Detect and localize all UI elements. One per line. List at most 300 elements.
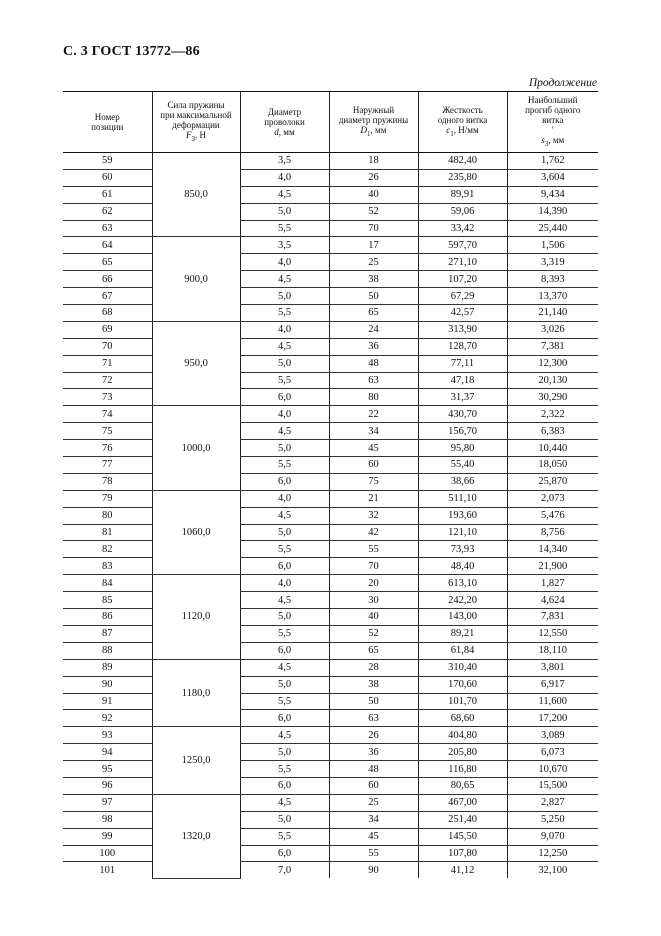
cell-deflection: 3,319 [507,254,598,271]
header-line: позиции [91,122,124,132]
cell-position: 89 [63,659,152,676]
cell-wire-diameter: 5,0 [240,609,329,626]
cell-position: 101 [99,864,116,876]
cell-force: 1120,0 [152,575,240,659]
cell-stiffness: 59,06 [418,203,507,220]
cell-outer-diameter: 65 [329,305,418,322]
table-row [63,592,598,609]
cell-outer-diameter: 34 [329,423,418,440]
cell-deflection: 14,340 [507,541,598,558]
cell-outer-diameter: 30 [329,592,418,609]
cell-position: 85 [63,592,152,609]
cell-stiffness: 310,40 [418,659,507,676]
cell-position: 83 [63,558,152,575]
cell-deflection: 7,831 [507,609,598,626]
cell-stiffness: 116,80 [418,761,507,778]
cell-deflection: 7,381 [507,338,598,355]
cell-wire-diameter: 4,0 [240,169,329,186]
table-row [63,507,598,524]
cell-position: 74 [63,406,152,423]
header-unit: , Н/мм [453,125,479,136]
col-header-deflection [507,92,598,153]
table-row [63,271,598,288]
header-unit: , мм [548,135,565,146]
cell-outer-diameter: 24 [329,321,418,338]
header-line: витка [542,115,564,126]
cell-position: 77 [63,457,152,474]
cell-wire-diameter: 5,0 [240,288,329,305]
cell-deflection: 2,073 [507,490,598,507]
cell-deflection: 8,393 [507,271,598,288]
cell-force: 1180,0 [152,659,240,727]
cell-deflection: 25,440 [507,220,598,237]
cell-force: 950,0 [152,321,240,405]
cell-position: 62 [63,203,152,220]
cell-stiffness: 107,80 [418,845,507,862]
cell-wire-diameter: 5,5 [240,541,329,558]
col-header-wire-diameter [240,92,329,153]
cell-deflection: 11,600 [507,693,598,710]
cell-outer-diameter: 20 [329,575,418,592]
cell-outer-diameter: 52 [329,203,418,220]
header-line: одного витка [437,115,488,126]
header-unit: , Н [195,130,206,141]
header-subscript: 1 [367,129,371,138]
cell-deflection: 21,900 [507,558,598,575]
table-row [63,659,598,676]
table-row [63,558,598,575]
cell-position: 63 [63,220,152,237]
table-row [63,186,598,203]
cell-deflection: 32,100 [507,862,598,878]
cell-deflection: 2,322 [507,406,598,423]
header-unit: , мм [370,125,387,136]
cell-stiffness: 313,90 [418,321,507,338]
cell-stiffness: 511,10 [418,490,507,507]
cell-position: 70 [63,338,152,355]
table-row [63,473,598,490]
col-header-position [63,92,152,153]
table-row [63,541,598,558]
cell-stiffness: 251,40 [418,811,507,828]
table-row [63,625,598,642]
cell-position: 96 [63,777,152,794]
header-line: Диаметр [267,107,302,117]
cell-deflection: 12,300 [507,355,598,372]
table-row [63,457,598,474]
cell-position: 87 [63,625,152,642]
cell-stiffness: 80,65 [418,777,507,794]
table-row [63,321,598,338]
table-row [63,727,598,744]
cell-position: 65 [63,254,152,271]
table-row [63,406,598,423]
cell-stiffness: 235,80 [418,169,507,186]
cell-stiffness: 31,37 [418,389,507,406]
cell-position: 60 [63,169,152,186]
cell-position: 78 [63,473,152,490]
cell-stiffness: 38,66 [418,473,507,490]
cell-deflection: 14,390 [507,203,598,220]
cell-stiffness: 482,40 [418,153,507,170]
cell-outer-diameter: 55 [329,541,418,558]
cell-deflection: 10,670 [507,761,598,778]
cell-stiffness: 73,93 [418,541,507,558]
cell-deflection: 3,026 [507,321,598,338]
cell-wire-diameter: 4,0 [240,321,329,338]
header-line: Номер [94,112,120,122]
table-row [63,220,598,237]
cell-stiffness: 156,70 [418,423,507,440]
cell-wire-diameter: 4,0 [240,406,329,423]
cell-stiffness: 467,00 [418,794,507,811]
cell-stiffness: 597,70 [418,237,507,254]
cell-force: 850,0 [152,153,240,237]
cell-deflection: 18,050 [507,457,598,474]
cell-force: 1060,0 [152,490,240,574]
cell-wire-diameter: 3,5 [240,237,329,254]
table-row [63,338,598,355]
cell-position: 66 [63,271,152,288]
table-row [63,169,598,186]
table-row [63,288,598,305]
cell-outer-diameter: 26 [329,727,418,744]
cell-deflection: 9,070 [507,828,598,845]
header-line: проволоки [264,117,305,127]
cell-wire-diameter: 5,0 [240,355,329,372]
page-header: С. 3 ГОСТ 13772—86 [63,44,200,59]
cell-stiffness: 89,91 [418,186,507,203]
cell-stiffness: 404,80 [418,727,507,744]
cell-position: 82 [63,541,152,558]
cell-position: 71 [63,355,152,372]
header-row [63,92,598,153]
table-row [63,423,598,440]
cell-deflection: 5,250 [507,811,598,828]
cell-outer-diameter: 32 [329,507,418,524]
cell-deflection: 2,827 [507,794,598,811]
table-row [63,237,598,254]
header-subscript: 1 [450,129,454,138]
cell-wire-diameter: 5,0 [240,744,329,761]
spring-table [63,91,598,879]
cell-wire-diameter: 4,5 [240,507,329,524]
cell-wire-diameter: 5,5 [240,372,329,389]
cell-deflection: 3,604 [507,169,598,186]
cell-outer-diameter: 26 [329,169,418,186]
cell-outer-diameter: 22 [329,406,418,423]
cell-wire-diameter: 5,0 [240,811,329,828]
cell-stiffness: 271,10 [418,254,507,271]
cell-force: 1320,0 [152,794,240,878]
cell-stiffness: 42,57 [418,305,507,322]
header-line: прогиб одного [525,105,581,116]
cell-deflection: 8,756 [507,524,598,541]
cell-deflection: 13,370 [507,288,598,305]
cell-wire-diameter: 4,5 [240,338,329,355]
cell-deflection: 6,073 [507,744,598,761]
cell-outer-diameter: 17 [329,237,418,254]
cell-stiffness: 95,80 [418,440,507,457]
table-row [63,642,598,659]
cell-stiffness: 48,40 [418,558,507,575]
cell-outer-diameter: 25 [329,794,418,811]
cell-force: 1000,0 [152,406,240,490]
cell-deflection: 6,917 [507,676,598,693]
cell-deflection: 12,550 [507,625,598,642]
cell-deflection: 30,290 [507,389,598,406]
table-row [63,710,598,727]
cell-deflection: 10,440 [507,440,598,457]
cell-stiffness: 143,00 [418,609,507,626]
cell-outer-diameter: 90 [329,862,418,878]
header-symbol: F [186,130,192,141]
header-subscript: 3 [191,134,195,143]
col-header-stiffness [418,92,507,153]
cell-wire-diameter: 3,5 [240,153,329,170]
cell-position: 69 [63,321,152,338]
cell-stiffness: 121,10 [418,524,507,541]
cell-outer-diameter: 50 [329,693,418,710]
cell-outer-diameter: 70 [329,558,418,575]
cell-wire-diameter: 5,0 [240,676,329,693]
header-unit: , мм [278,127,295,137]
spring-table-wrapper [63,91,598,879]
header-symbol: c [446,125,451,136]
cell-stiffness: 430,70 [418,406,507,423]
cell-outer-diameter: 60 [329,457,418,474]
cell-position: 67 [63,288,152,305]
cell-wire-diameter: 4,0 [240,490,329,507]
cell-wire-diameter: 5,5 [240,761,329,778]
cell-outer-diameter: 48 [329,355,418,372]
cell-stiffness: 41,12 [418,862,507,878]
cell-stiffness: 613,10 [418,575,507,592]
cell-outer-diameter: 45 [329,440,418,457]
cell-position: 95 [63,761,152,778]
cell-outer-diameter: 45 [329,828,418,845]
cell-deflection: 20,130 [507,372,598,389]
cell-outer-diameter: 21 [329,490,418,507]
cell-position: 92 [63,710,152,727]
cell-position: 76 [63,440,152,457]
header-symbol: d [274,127,279,137]
cell-wire-diameter: 4,0 [240,575,329,592]
table-row [63,676,598,693]
header-subscript: 3 [544,139,549,148]
cell-wire-diameter: 5,5 [240,220,329,237]
cell-position: 90 [63,676,152,693]
cell-wire-diameter: 5,5 [240,305,329,322]
cell-deflection: 21,140 [507,305,598,322]
cell-position: 61 [63,186,152,203]
cell-deflection: 12,250 [507,845,598,862]
cell-position: 97 [63,794,152,811]
header-line: деформации [172,120,220,131]
cell-deflection: 3,801 [507,659,598,676]
header-prime: ' [551,125,554,136]
table-row [63,761,598,778]
cell-deflection: 15,500 [507,777,598,794]
cell-outer-diameter: 25 [329,254,418,271]
table-row [63,254,598,271]
table-row [63,862,598,878]
table-row [63,524,598,541]
cell-outer-diameter: 50 [329,288,418,305]
table-row [63,794,598,811]
cell-position: 72 [63,372,152,389]
table-row [63,372,598,389]
table-row [63,490,598,507]
header-line: диаметр пружины [338,115,409,126]
cell-deflection: 3,089 [507,727,598,744]
cell-wire-diameter: 5,5 [240,693,329,710]
cell-position: 100 [63,845,152,862]
header-symbol: s [541,135,545,146]
cell-position: 73 [63,389,152,406]
cell-position: 99 [63,828,152,845]
continuation-label: Продолжение [528,77,597,89]
cell-wire-diameter: 4,0 [240,254,329,271]
cell-stiffness: 170,60 [418,676,507,693]
table-row [63,153,598,170]
cell-outer-diameter: 60 [329,777,418,794]
cell-stiffness: 107,20 [418,271,507,288]
table-row [63,693,598,710]
col-header-force [152,92,240,153]
cell-stiffness: 193,60 [418,507,507,524]
table-row [63,389,598,406]
header-line: Наружный [352,105,395,116]
cell-wire-diameter: 5,0 [240,440,329,457]
cell-outer-diameter: 65 [329,642,418,659]
cell-position: 98 [63,811,152,828]
cell-deflection: 1,762 [507,153,598,170]
cell-position: 93 [63,727,152,744]
cell-wire-diameter: 4,5 [240,727,329,744]
cell-wire-diameter: 6,0 [240,642,329,659]
table-row [63,777,598,794]
cell-wire-diameter: 6,0 [240,710,329,727]
cell-deflection: 5,476 [507,507,598,524]
cell-stiffness: 101,70 [418,693,507,710]
cell-deflection: 4,624 [507,592,598,609]
header-line: Сила пружины [167,100,225,111]
cell-stiffness: 33,42 [418,220,507,237]
header-line: при максимальной [160,110,232,121]
cell-deflection: 18,110 [507,642,598,659]
cell-outer-diameter: 52 [329,625,418,642]
table-row [63,440,598,457]
cell-wire-diameter: 4,5 [240,423,329,440]
cell-position: 80 [63,507,152,524]
cell-outer-diameter: 42 [329,524,418,541]
cell-position: 68 [63,305,152,322]
cell-position: 59 [63,153,152,170]
table-row [63,744,598,761]
table-row [63,355,598,372]
header-symbol: D [360,125,368,136]
table-row [63,203,598,220]
cell-force: 1250,0 [152,727,240,795]
table-body [63,153,598,879]
cell-outer-diameter: 55 [329,845,418,862]
cell-wire-diameter: 5,5 [240,457,329,474]
table-row [63,811,598,828]
cell-outer-diameter: 38 [329,271,418,288]
cell-wire-diameter: 5,5 [240,828,329,845]
cell-outer-diameter: 63 [329,372,418,389]
cell-wire-diameter: 6,0 [240,473,329,490]
cell-outer-diameter: 36 [329,744,418,761]
cell-stiffness: 47,18 [418,372,507,389]
cell-deflection: 1,506 [507,237,598,254]
cell-outer-diameter: 36 [329,338,418,355]
cell-outer-diameter: 80 [329,389,418,406]
cell-wire-diameter: 6,0 [240,389,329,406]
cell-outer-diameter: 40 [329,186,418,203]
cell-stiffness: 205,80 [418,744,507,761]
cell-position: 84 [63,575,152,592]
cell-outer-diameter: 63 [329,710,418,727]
table-row [63,845,598,862]
col-header-outer-diameter [329,92,418,153]
cell-outer-diameter: 18 [329,153,418,170]
cell-outer-diameter: 38 [329,676,418,693]
cell-outer-diameter: 34 [329,811,418,828]
header-line: Жесткость [442,105,483,116]
cell-stiffness: 55,40 [418,457,507,474]
table-row [63,575,598,592]
cell-wire-diameter: 5,0 [240,524,329,541]
cell-wire-diameter: 6,0 [240,845,329,862]
cell-stiffness: 77,11 [418,355,507,372]
cell-deflection: 6,383 [507,423,598,440]
cell-deflection: 17,200 [507,710,598,727]
table-row [63,305,598,322]
cell-stiffness: 242,20 [418,592,507,609]
table-row [63,609,598,626]
cell-wire-diameter: 4,5 [240,659,329,676]
cell-wire-diameter: 4,5 [240,794,329,811]
cell-position: 86 [63,609,152,626]
cell-wire-diameter: 5,0 [240,203,329,220]
cell-stiffness: 61,84 [418,642,507,659]
cell-position: 64 [63,237,152,254]
cell-wire-diameter: 4,5 [240,592,329,609]
cell-deflection: 1,827 [507,575,598,592]
cell-position: 81 [63,524,152,541]
cell-deflection: 9,434 [507,186,598,203]
cell-wire-diameter: 4,5 [240,186,329,203]
cell-force: 900,0 [152,237,240,321]
cell-deflection: 25,870 [507,473,598,490]
cell-stiffness: 145,50 [418,828,507,845]
cell-outer-diameter: 28 [329,659,418,676]
cell-wire-diameter: 7,0 [240,862,329,878]
cell-outer-diameter: 75 [329,473,418,490]
cell-stiffness: 89,21 [418,625,507,642]
cell-outer-diameter: 70 [329,220,418,237]
cell-outer-diameter: 48 [329,761,418,778]
cell-position: 91 [63,693,152,710]
cell-position: 79 [63,490,152,507]
cell-stiffness: 68,60 [418,710,507,727]
cell-position: 75 [63,423,152,440]
cell-position: 88 [63,642,152,659]
cell-stiffness: 128,70 [418,338,507,355]
header-line: Наибольший [528,95,578,106]
